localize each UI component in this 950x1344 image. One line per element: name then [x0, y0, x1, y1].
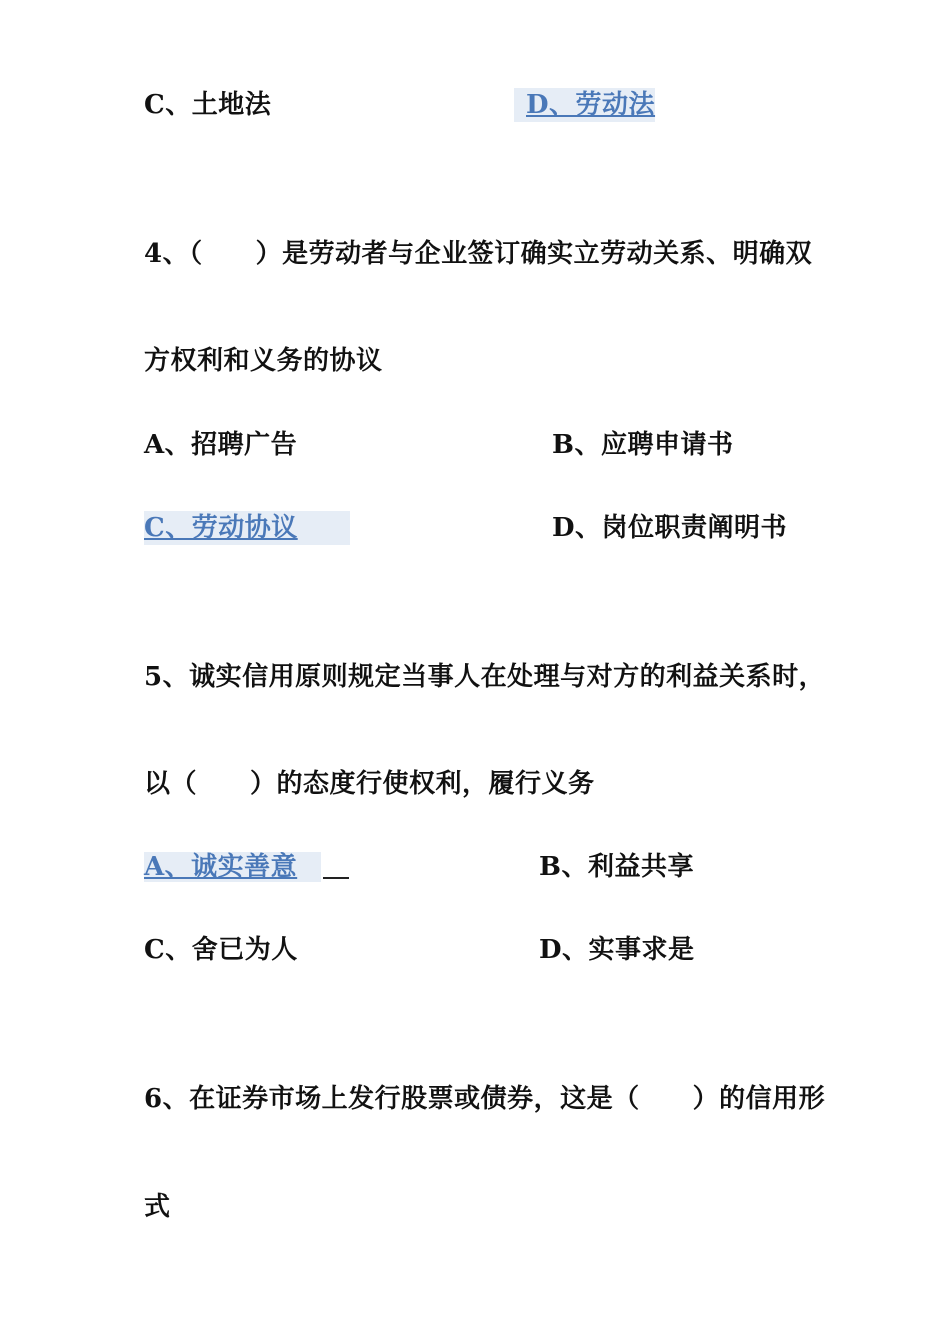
- q5-option-d: D、实事求是: [539, 935, 695, 965]
- q5-option-c: C、舍已为人: [144, 935, 298, 965]
- q4-option-a: A、招聘广告: [144, 430, 298, 460]
- q4-stem-line-2: 方权利和义务的协议: [144, 346, 383, 376]
- q4-option-b: B、应聘申请书: [552, 430, 734, 460]
- q6-stem-line-2: 式: [144, 1192, 171, 1222]
- q4-option-d: D、岗位职责阐明书: [552, 513, 788, 543]
- q5-stem-line-2: 以（ ）的态度行使权利，履行义务: [144, 769, 595, 799]
- q3-option-c: C、土地法: [144, 90, 272, 120]
- q5-stem-line-1: 5、诚实信用原则规定当事人在处理与对方的利益关系时，: [144, 662, 826, 692]
- q4-stem-line-1: 4、（ ）是劳动者与企业签订确实立劳动关系、明确双: [144, 239, 813, 269]
- q6-stem-line-1: 6、在证券市场上发行股票或债券，这是（ ）的信用形: [144, 1084, 826, 1114]
- q5-option-a-row: [144, 850, 349, 884]
- q5-option-a-answer: A、诚实善意: [144, 852, 321, 882]
- q4-option-c-answer: C、劳动协议: [144, 511, 350, 545]
- q3-option-d-answer: D、劳动法: [514, 88, 655, 122]
- answer-blank-underline: [323, 877, 349, 879]
- q5-option-b: B、利益共享: [539, 852, 694, 882]
